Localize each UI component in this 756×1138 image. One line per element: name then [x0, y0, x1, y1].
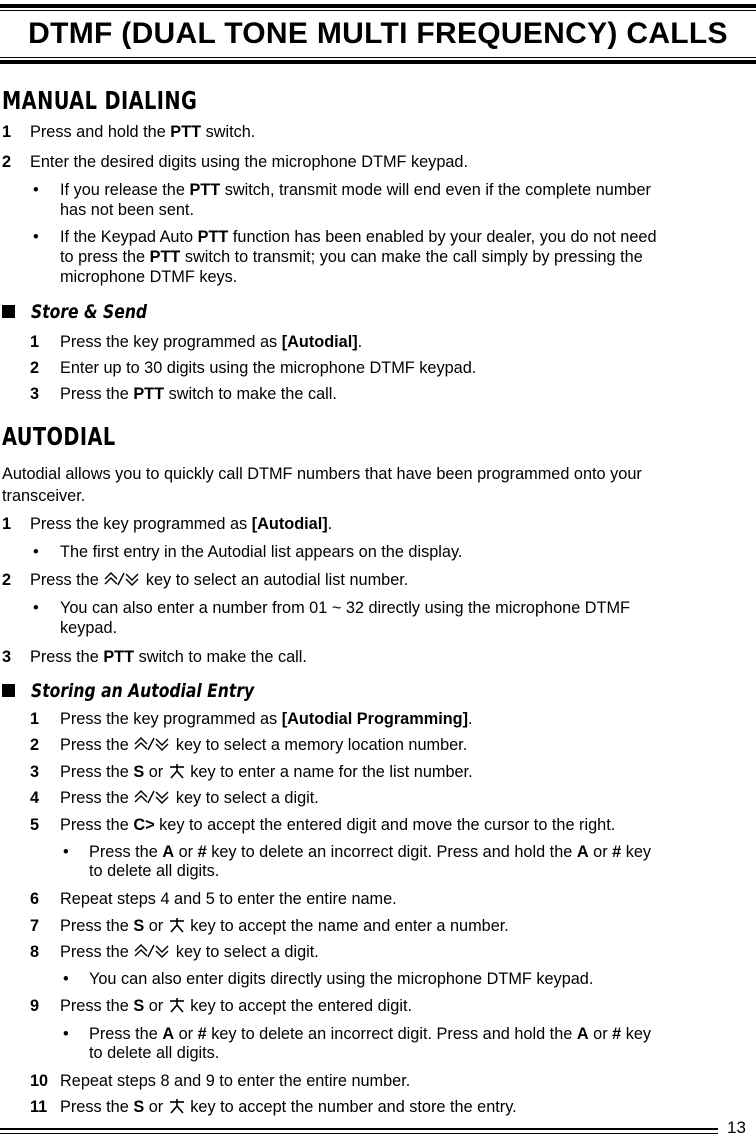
step-text: Press the — [60, 816, 134, 834]
banner-bottom-rule — [0, 60, 756, 64]
step-number: 1 — [30, 333, 40, 351]
step-text: switch to make the call. — [134, 648, 307, 666]
footer-rule-thin — [0, 1133, 718, 1134]
subsection-heading-storing-autodial-entry — [2, 679, 303, 703]
bullet-text: or — [174, 843, 198, 861]
step-number: 6 — [30, 890, 40, 908]
bullet-icon: • — [33, 181, 39, 199]
key-name: [Autodial] — [251, 515, 328, 533]
section-heading-autodial: AUTODIAL — [2, 422, 116, 451]
bullet-icon: • — [63, 970, 69, 988]
step-number: 1 — [2, 515, 12, 533]
key-name: PTT — [133, 385, 165, 403]
bullet-text: switch to transmit; you can make the call simply by pressing the — [180, 248, 643, 266]
subsection-title: Storing an Autodial Entry — [31, 680, 255, 702]
banner-bottom-rule-thin — [0, 57, 756, 58]
step-number: 1 — [2, 123, 12, 141]
bullet-text: to delete all digits. — [89, 862, 220, 880]
step-text: Press the — [60, 789, 134, 807]
step-text: key to select a digit. — [171, 943, 319, 961]
step-text: Press the — [60, 1098, 134, 1116]
step-text: Press the — [60, 997, 134, 1015]
subsection-heading-store-send — [2, 300, 173, 324]
step-text: or — [144, 997, 168, 1015]
step-text: Press and hold the — [30, 123, 171, 141]
step-text: key to select a digit. — [171, 789, 319, 807]
step-text: . — [357, 333, 363, 351]
asterisk-key-icon — [168, 917, 186, 938]
square-bullet-icon — [2, 305, 15, 318]
step-text: Repeat steps 8 and 9 to enter the entire number. — [60, 1072, 411, 1090]
step-text: Press the key programmed as — [60, 710, 282, 728]
step-number: 8 — [30, 943, 40, 961]
step-number: 9 — [30, 997, 40, 1015]
bullet-icon: • — [63, 843, 69, 861]
bullet-text: or — [174, 1025, 198, 1043]
step-text: Repeat steps 4 and 5 to enter the entire name. — [60, 890, 397, 908]
step-text: or — [144, 917, 168, 935]
step-text: Press the key programmed as — [30, 515, 252, 533]
subsection-title: Store & Send — [31, 301, 148, 323]
step-text: Press the — [30, 648, 104, 666]
key-name: S — [133, 1098, 145, 1116]
step-number: 2 — [2, 153, 12, 171]
bullet-text: or — [588, 843, 613, 861]
bullet-text: If the Keypad Auto — [60, 228, 198, 246]
step-number: 4 — [30, 789, 40, 807]
step-text: key to accept the entered digit and move the cursor to the right. — [154, 816, 616, 834]
step-number: 11 — [30, 1098, 48, 1116]
key-name: # — [197, 1025, 207, 1043]
key-name: S — [133, 763, 145, 781]
bullet-text: key — [621, 843, 652, 861]
banner-top-rule — [0, 4, 756, 8]
bullet-text: key to delete an incorrect digit. Press and hold the — [206, 1025, 577, 1043]
banner-top-rule-thin — [0, 10, 756, 11]
square-bullet-icon — [2, 684, 15, 697]
step-number: 5 — [30, 816, 40, 834]
step-text: or — [144, 763, 168, 781]
asterisk-key-icon — [168, 763, 186, 784]
key-name: A — [576, 1025, 589, 1043]
key-name: [Autodial Programming] — [281, 710, 469, 728]
step-text: or — [144, 1098, 168, 1116]
key-name: S — [133, 917, 145, 935]
step-number: 3 — [30, 385, 40, 403]
key-name: PTT — [149, 248, 181, 266]
bullet-text: You can also enter digits directly using the microphone DTMF keypad. — [89, 970, 594, 988]
bullet-icon: • — [63, 1025, 69, 1043]
step-text: key to select an autodial list number. — [141, 571, 409, 589]
bullet-icon: • — [33, 228, 39, 246]
step-text: . — [468, 710, 473, 728]
bullet-text: Press the — [89, 843, 163, 861]
step-text: Press the — [60, 917, 134, 935]
step-number: 2 — [30, 736, 40, 754]
step-number: 3 — [2, 648, 12, 666]
bullet-text: or — [588, 1025, 613, 1043]
step-text: key to accept the entered digit. — [185, 997, 412, 1015]
step-text: switch to make the call. — [164, 385, 337, 403]
key-name: [Autodial] — [281, 333, 358, 351]
step-text: key to select a memory location number. — [171, 736, 468, 754]
bullet-text: key to delete an incorrect digit. Press and hold the — [206, 843, 577, 861]
step-number: 2 — [30, 359, 40, 377]
step-text: switch. — [201, 123, 256, 141]
asterisk-key-icon — [168, 997, 186, 1018]
step-text: key to accept the name and enter a number. — [185, 917, 509, 935]
step-text: Enter the desired digits using the microphone DTMF keypad. — [30, 153, 469, 171]
bullet-text: to delete all digits. — [89, 1044, 220, 1062]
up-down-arrow-icon — [133, 736, 171, 757]
step-text: Press the — [60, 763, 134, 781]
section-heading-manual-dialing: MANUAL DIALING — [2, 86, 198, 115]
bullet-text: The first entry in the Autodial list appears on the display. — [60, 543, 463, 561]
bullet-text: key — [621, 1025, 652, 1043]
up-down-arrow-icon — [133, 943, 171, 964]
step-text: Press the — [30, 571, 104, 589]
step-text: Enter up to 30 digits using the microphone DTMF keypad. — [60, 359, 477, 377]
step-number: 10 — [30, 1072, 49, 1090]
bullet-icon: • — [33, 599, 39, 617]
key-name: A — [162, 843, 175, 861]
key-name: PTT — [189, 181, 221, 199]
step-text: Press the — [60, 385, 134, 403]
bullet-text: You can also enter a number from 01 ~ 32 directly using the microphone DTMF — [60, 599, 630, 617]
step-text: Press the key programmed as — [60, 333, 282, 351]
key-name: A — [576, 843, 589, 861]
bullet-text: to press the — [60, 248, 150, 266]
page-number: 13 — [727, 1118, 746, 1137]
step-number: 7 — [30, 917, 40, 935]
step-text: key to accept the number and store the entry. — [185, 1098, 517, 1116]
step-number: 1 — [30, 710, 40, 728]
bullet-icon: • — [33, 543, 39, 561]
bullet-text: keypad. — [60, 619, 118, 637]
key-name: PTT — [103, 648, 135, 666]
bullet-text: switch, transmit mode will end even if the complete number — [220, 181, 651, 199]
key-name: PTT — [197, 228, 229, 246]
step-text: key to enter a name for the list number. — [185, 763, 473, 781]
key-name: PTT — [170, 123, 202, 141]
step-text: Press the — [60, 736, 134, 754]
bullet-text: Press the — [89, 1025, 163, 1043]
paragraph-text: transceiver. — [2, 487, 86, 505]
key-name: C> — [133, 816, 155, 834]
bullet-text: microphone DTMF keys. — [60, 268, 238, 286]
up-down-arrow-icon — [103, 571, 141, 592]
paragraph-text: Autodial allows you to quickly call DTMF numbers that have been programmed onto your — [2, 465, 642, 483]
bullet-text: If you release the — [60, 181, 190, 199]
key-name: A — [162, 1025, 175, 1043]
step-text: . — [327, 515, 333, 533]
step-number: 3 — [30, 763, 40, 781]
key-name: S — [133, 997, 145, 1015]
step-text: Press the — [60, 943, 134, 961]
key-name: # — [612, 1025, 622, 1043]
footer-rule — [0, 1128, 718, 1130]
key-name: # — [612, 843, 622, 861]
step-number: 2 — [2, 571, 12, 589]
bullet-text: function has been enabled by your dealer, you do not need — [228, 228, 657, 246]
up-down-arrow-icon — [133, 789, 171, 810]
asterisk-key-icon — [168, 1098, 186, 1119]
page-title: DTMF (DUAL TONE MULTI FREQUENCY) CALLS — [28, 17, 728, 50]
bullet-text: has not been sent. — [60, 201, 194, 219]
key-name: # — [197, 843, 207, 861]
